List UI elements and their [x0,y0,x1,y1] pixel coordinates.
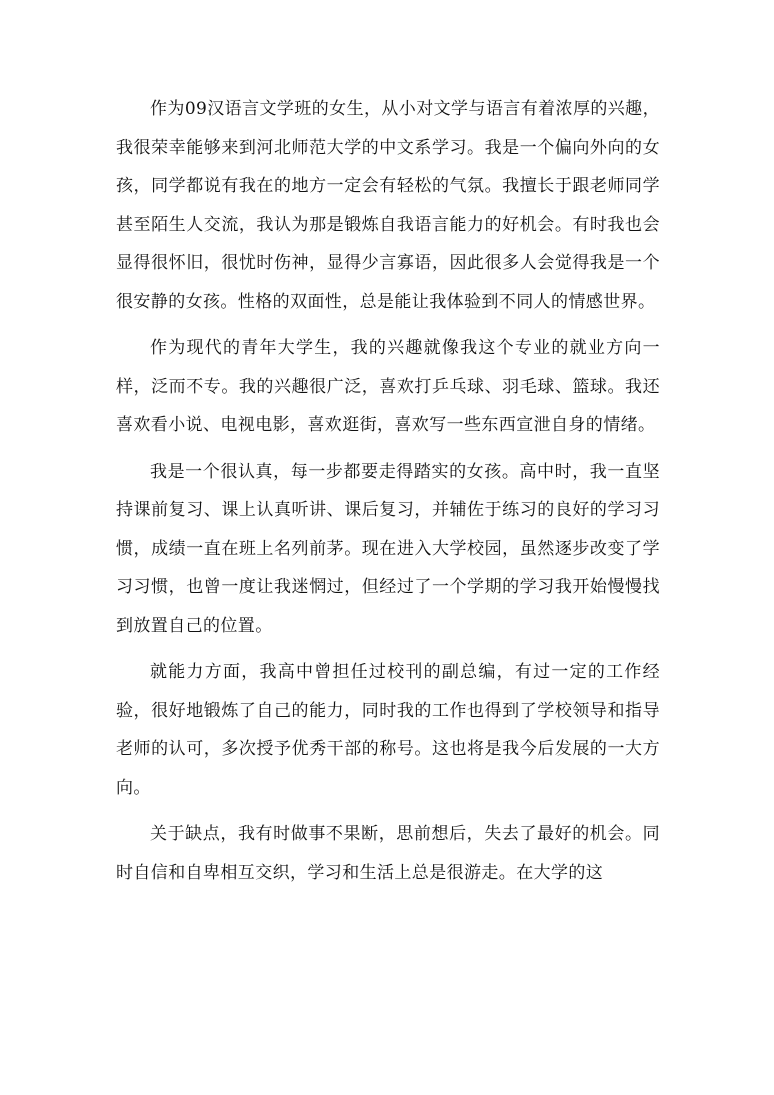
paragraph-3: 我是一个很认真，每一步都要走得踏实的女孩。高中时，我一直坚持课前复习、课上认真听讲、课后复习，并辅佐于练习的良好的学习习惯，成绩一直在班上名列前茅。现在进入大学校园，虽然逐步改变了学习习惯，也曾一度让我迷惘过，但经过了一个学期的学习我开始慢慢找到放置自己的位置。 [116,461,660,636]
document-body [116,90,660,892]
paragraph-5: 关于缺点，我有时做事不果断，思前想后，失去了最好的机会。同时自信和自卑相互交织，学习和生活上总是很游走。在大学的这 [116,824,660,883]
paragraph-1: 作为09汉语言文学班的女生，从小对文学与语言有着浓厚的兴趣，我很荣幸能够来到河北师范大学的中文系学习。我是一个偏向外向的女孩，同学都说有我在的地方一定会有轻松的气氛。我擅长于跟老师同学甚至陌生人交流，我认为那是锻炼自我语言能力的好机会。有时我也会显得很怀旧，很忧时伤神，显得少言寡语，因此很多人会觉得我是一个很安静的女孩。性格的双面性，总是能让我体验到不同人的情感世界。 [116,99,660,312]
paragraph-2: 作为现代的青年大学生，我的兴趣就像我这个专业的就业方向一样，泛而不专。我的兴趣很广泛，喜欢打乒乓球、羽毛球、篮球。我还喜欢看小说、电视电影，喜欢逛街，喜欢写一些东西宣泄自身的情绪。 [116,338,660,435]
paragraph-4: 就能力方面，我高中曾担任过校刊的副总编，有过一定的工作经验，很好地锻炼了自己的能力，同时我的工作也得到了学校领导和指导老师的认可，多次授予优秀干部的称号。这也将是我今后发展的一大方向。 [116,662,660,798]
